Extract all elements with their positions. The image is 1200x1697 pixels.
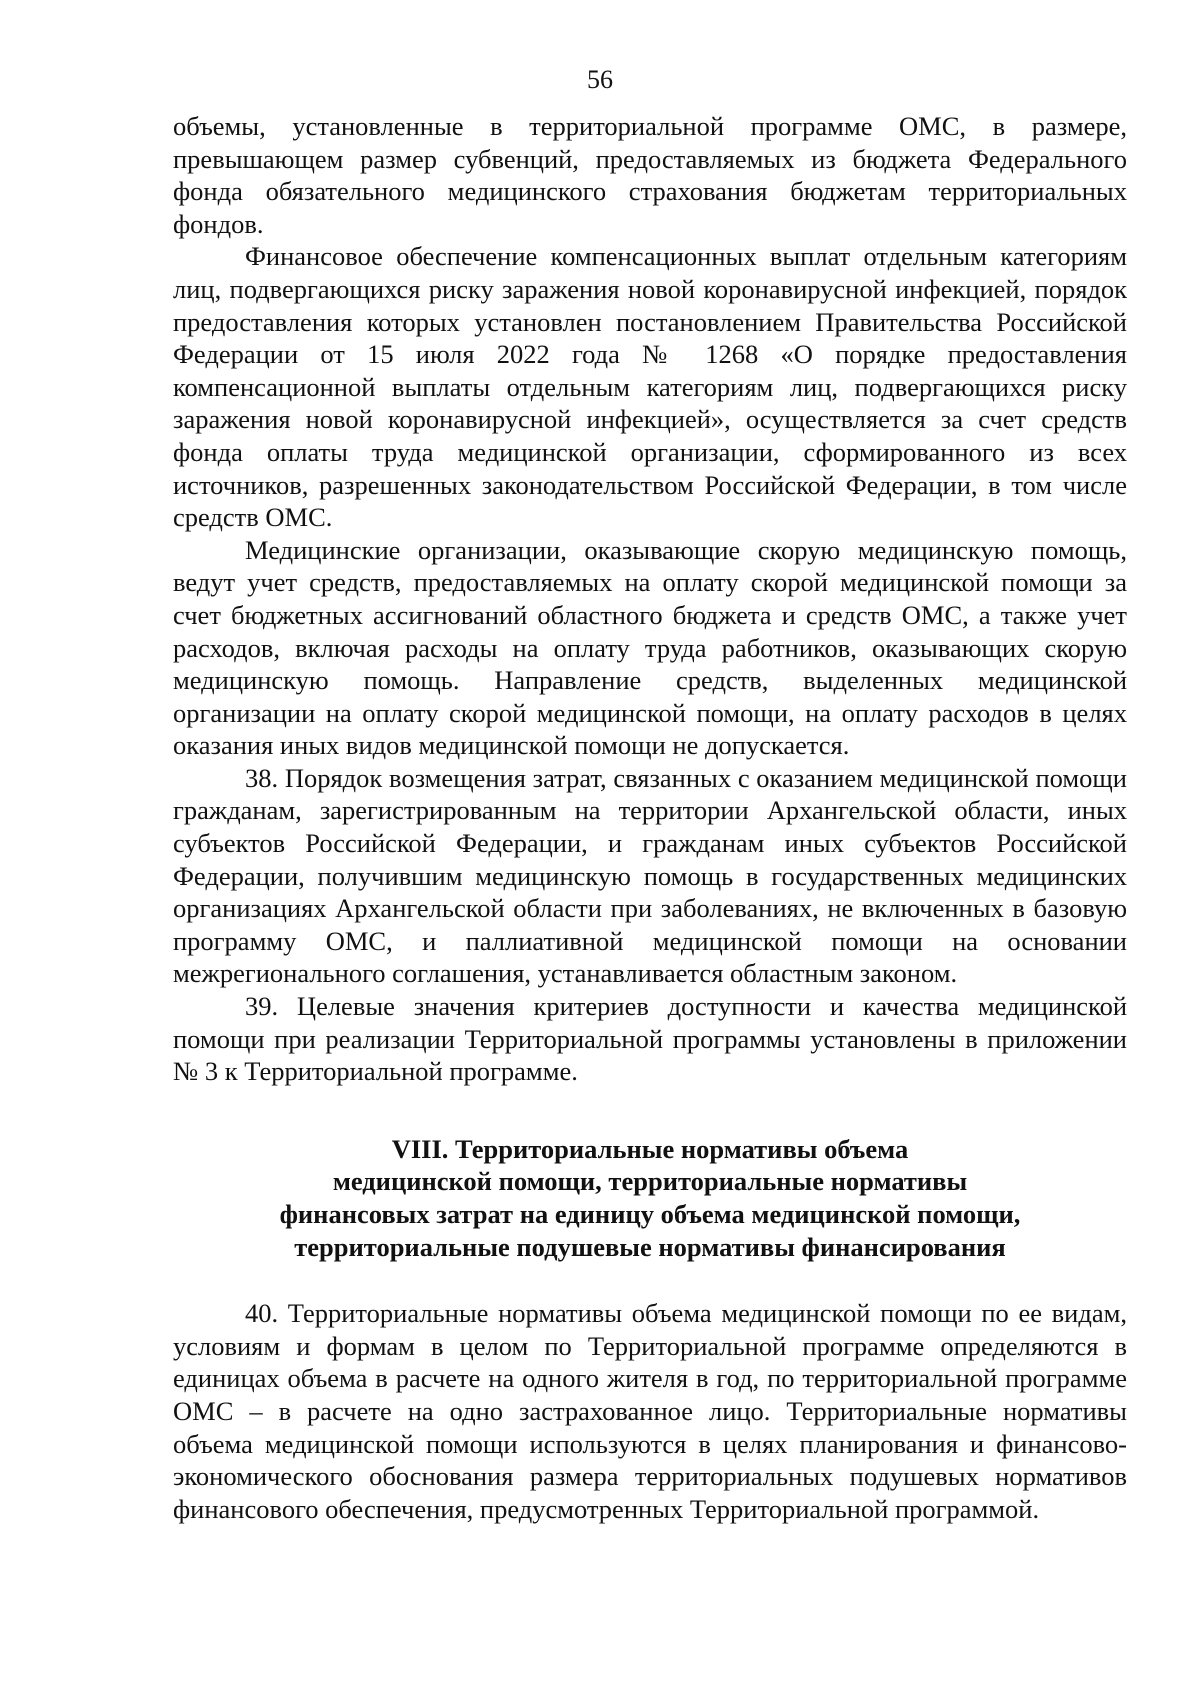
document-body <box>173 110 1127 1525</box>
paragraph-ambulance-accounting: Медицинские организации, оказывающие скорую медицинскую помощь, ведут учет средств, предоставляемых на оплату скорой медицинской помощи за счет бюджетных ассигнований областного бюджета и средств ОМС, а также учет расходов, включая расходы на оплату труда работников, оказывающих скорую медицинскую помощь. Направление средств, выделенных медицинской организации на оплату скорой медицинской помощи, на оплату расходов в целях оказания иных видов медицинской помощи не допускается. <box>173 534 1127 761</box>
section-heading-viii <box>173 1133 1127 1263</box>
section-heading-line: финансовых затрат на единицу объема медицинской помощи, <box>279 1199 1021 1229</box>
page-number: 56 <box>587 65 613 94</box>
paragraph-item-38: 38. Порядок возмещения затрат, связанных с оказанием медицинской помощи гражданам, зарегистрированным на территории Архангельской области, иных субъектов Российской Федерации, и гражданам иных субъектов Российской Федерации, получившим медицинскую помощь в государственных медицинских организациях Архангельской области при заболеваниях, не включенных в базовую программу ОМС, и паллиативной медицинской помощи на основании межрегионального соглашения, устанавливается областным законом. <box>173 762 1127 989</box>
paragraph-item-40: 40. Территориальные нормативы объема медицинской помощи по ее видам, условиям и формам в целом по Территориальной программе определяются в единицах объема в расчете на одного жителя в год, по территориальной программе ОМС – в расчете на одно застрахованное лицо. Территориальные нормативы объема медицинской помощи используются в целях планирования и финансово-экономического обоснования размера территориальных подушевых нормативов финансового обеспечения, предусмотренных Территориальной программой. <box>173 1298 1127 1524</box>
section-heading-line: VIII. Территориальные нормативы объема <box>391 1133 909 1164</box>
paragraph-continuation: объемы, установленные в территориальной программе ОМС, в размере, превышающем размер субвенций, предоставляемых из бюджета Федерального фонда обязательного медицинского страхования бюджетам территориальных фондов. <box>173 111 1127 239</box>
section-heading-line: территориальные подушевые нормативы финансирования <box>294 1231 1006 1262</box>
paragraph-item-39: 39. Целевые значения критериев доступности и качества медицинской помощи при реализации Территориальной программы установлены в приложении № 3 к Территориальной программе. <box>173 991 1127 1087</box>
section-heading-line: медицинской помощи, территориальные нормативы <box>332 1166 968 1197</box>
paragraph-compensation-payments: Финансовое обеспечение компенсационных выплат отдельным категориям лиц, подвергающихся риску заражения новой коронавирусной инфекцией, порядок предоставления которых установлен постановлением Правительства Российской Федерации от 15 июля 2022 года № 1268 «О порядке предоставления компенсационной выплаты отдельным категориям лиц, подвергающихся риску заражения новой коронавирусной инфекцией», осуществляется за счет средств фонда оплаты труда медицинской организации, сформированного из всех источников, разрешенных законодательством Российской Федерации, в том числе средств ОМС. <box>173 241 1127 533</box>
